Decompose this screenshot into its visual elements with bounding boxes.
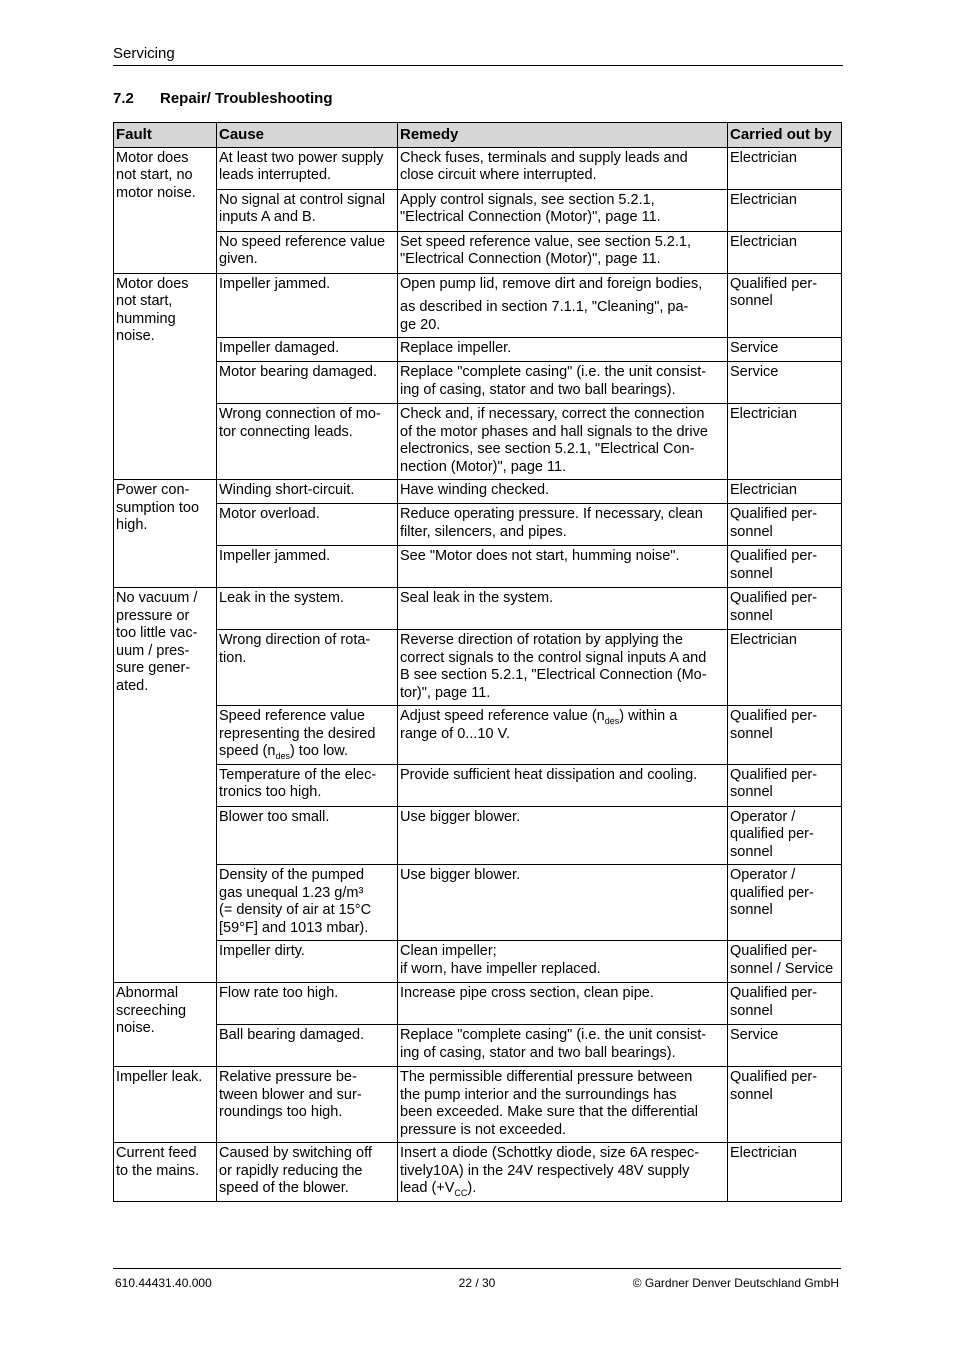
section-title: Repair/ Troubleshooting [160,90,333,107]
cause-cell: Ball bearing damaged. [217,1025,398,1067]
remedy-cell: Apply control signals, see section 5.2.1, "Electrical Connection (Motor)", page 11. [398,189,728,231]
remedy-cell: The permissible differential pressure between the pump interior and the surroundings has been exceeded. Make sure that the differential pressure is not exceeded. [398,1067,728,1143]
table-row [114,546,842,588]
fault-cell: Motor does not start, no motor noise. [114,147,217,273]
carried-out-by-cell: Service [728,362,842,404]
cause-cell: Impeller jammed. [217,546,398,588]
carried-out-by-cell: Electrician [728,147,842,189]
remedy-cell: Check and, if necessary, correct the connection of the motor phases and hall signals to the drive electronics, see section 5.2.1, "Electrical Con- nection (Motor)", page 11. [398,404,728,480]
remedy-cell: Check fuses, terminals and supply leads and close circuit where interrupted. [398,147,728,189]
header-divider [113,65,843,66]
carried-out-by-cell: Qualified per- sonnel / Service [728,941,842,983]
remedy-subscript: des [604,715,620,726]
table-row [114,1067,842,1143]
fault-cell: Motor does not start, humming noise. [114,273,217,480]
remedy-subscript: CC [454,1187,468,1198]
section-heading [113,90,333,107]
remedy-cell: Have winding checked. [398,480,728,504]
fault-cell: Power con- sumption too high. [114,480,217,588]
remedy-text-cont: ). [467,1180,477,1196]
cause-cell: Blower too small. [217,806,398,865]
table-row [114,362,842,404]
cause-cell: Caused by switching off or rapidly reducing the speed of the blower. [217,1143,398,1202]
footer-page-number: 22 / 30 [458,1276,496,1290]
fault-cell: Abnormal screeching noise. [114,983,217,1067]
cause-cell: Temperature of the elec- tronics too high. [217,764,398,806]
table-row [114,480,842,504]
remedy-cell: Set speed reference value, see section 5.2.1, "Electrical Connection (Motor)", page 11. [398,231,728,273]
carried-out-by-cell: Service [728,1025,842,1067]
table-header-row [114,123,842,148]
carried-out-by-cell: Qualified per- sonnel [728,546,842,588]
cause-cell: Impeller jammed. [217,273,398,338]
column-header-fault: Fault [114,123,217,148]
table-row [114,273,842,338]
remedy-cell: Provide sufficient heat dissipation and cooling. [398,764,728,806]
cause-cell: Relative pressure be- tween blower and sur- roundings too high. [217,1067,398,1143]
carried-out-by-cell: Service [728,338,842,362]
carried-out-by-cell: Operator / qualified per- sonnel [728,806,842,865]
remedy-cell: Increase pipe cross section, clean pipe. [398,983,728,1025]
remedy-text: Open pump lid, remove dirt and foreign bodies, [400,275,703,292]
cause-cell: Density of the pumped gas unequal 1.23 g/m³ (= density of air at 15°C [59°F] and 1013 mbar). [217,865,398,941]
table-row [114,338,842,362]
cause-cell: Impeller damaged. [217,338,398,362]
cause-text: Speed reference value representing the desired speed (n [219,708,376,759]
remedy-cell: Replace impeller. [398,338,728,362]
column-header-remedy: Remedy [398,123,728,148]
footer-divider [113,1268,841,1269]
cause-cell: Wrong connection of mo- tor connecting leads. [217,404,398,480]
cause-cell: Leak in the system. [217,588,398,630]
remedy-cell: Reduce operating pressure. If necessary, clean filter, silencers, and pipes. [398,504,728,546]
remedy-cell [398,273,728,338]
cause-cell: Winding short-circuit. [217,480,398,504]
carried-out-by-cell: Qualified per- sonnel [728,983,842,1025]
cause-cell: At least two power supply leads interrupted. [217,147,398,189]
remedy-text-cont: ) within a range of 0...10 V. [400,708,678,742]
table-row [114,588,842,630]
remedy-cell: Use bigger blower. [398,865,728,941]
carried-out-by-cell: Electrician [728,1143,842,1202]
remedy-text: Insert a diode (Schottky diode, size 6A respec- tively10A) in the 24V respectively 48V supply lead (+V [400,1145,700,1196]
cause-cell: Wrong direction of rota- tion. [217,630,398,706]
remedy-cell: Replace "complete casing" (i.e. the unit consist- ing of casing, stator and two ball bearings). [398,362,728,404]
table-row [114,630,842,706]
cause-text-cont: ) too low. [289,743,348,759]
carried-out-by-cell: Qualified per- sonnel [728,706,842,765]
fault-cell: No vacuum / pressure or too little vac- uum / pres- sure gener- ated. [114,588,217,983]
carried-out-by-cell: Qualified per- sonnel [728,764,842,806]
table-row [114,1143,842,1202]
section-number: 7.2 [113,90,134,107]
column-header-cause: Cause [217,123,398,148]
cause-subscript: des [275,750,290,761]
footer-copyright: © Gardner Denver Deutschland GmbH [632,1276,839,1290]
remedy-text: Adjust speed reference value (n [400,708,605,724]
table-row [114,147,842,189]
carried-out-by-cell: Electrician [728,404,842,480]
cause-cell: Impeller dirty. [217,941,398,983]
table-row [114,1025,842,1067]
table-row [114,189,842,231]
cause-cell: Motor overload. [217,504,398,546]
fault-cell: Impeller leak. [114,1067,217,1143]
cause-cell: Flow rate too high. [217,983,398,1025]
remedy-cell: See "Motor does not start, humming noise". [398,546,728,588]
table-row [114,764,842,806]
remedy-text-cont: as described in section 7.1.1, "Cleaning", pa- ge 20. [400,299,689,333]
troubleshooting-table [113,122,842,1202]
table-row [114,865,842,941]
remedy-cell [398,706,728,765]
page-header-title: Servicing [113,45,175,62]
carried-out-by-cell: Qualified per- sonnel [728,1067,842,1143]
remedy-cell: Clean impeller; if worn, have impeller replaced. [398,941,728,983]
carried-out-by-cell: Operator / qualified per- sonnel [728,865,842,941]
fault-cell: Current feed to the mains. [114,1143,217,1202]
table-row [114,983,842,1025]
carried-out-by-cell: Electrician [728,630,842,706]
carried-out-by-cell: Electrician [728,231,842,273]
table-row [114,231,842,273]
carried-out-by-cell: Qualified per- sonnel [728,588,842,630]
remedy-cell: Reverse direction of rotation by applying the correct signals to the control signal inputs A and B see section 5.2.1, "Electrical Connection (Mo- tor)", page 11. [398,630,728,706]
table-row [114,404,842,480]
cause-cell [217,706,398,765]
table-body [114,147,842,1201]
carried-out-by-cell: Qualified per- sonnel [728,504,842,546]
remedy-cell: Replace "complete casing" (i.e. the unit consist- ing of casing, stator and two ball bearings). [398,1025,728,1067]
table-row [114,706,842,765]
footer-doc-number: 610.44431.40.000 [115,1276,212,1290]
cause-cell: Motor bearing damaged. [217,362,398,404]
remedy-cell: Seal leak in the system. [398,588,728,630]
remedy-cell [398,1143,728,1202]
carried-out-by-cell: Electrician [728,189,842,231]
carried-out-by-cell: Qualified per- sonnel [728,273,842,338]
carried-out-by-cell: Electrician [728,480,842,504]
column-header-carried-out-by: Carried out by [728,123,842,148]
cause-cell: No speed reference value given. [217,231,398,273]
table-row [114,806,842,865]
table-row [114,504,842,546]
cause-cell: No signal at control signal inputs A and B. [217,189,398,231]
remedy-cell: Use bigger blower. [398,806,728,865]
table-row [114,941,842,983]
